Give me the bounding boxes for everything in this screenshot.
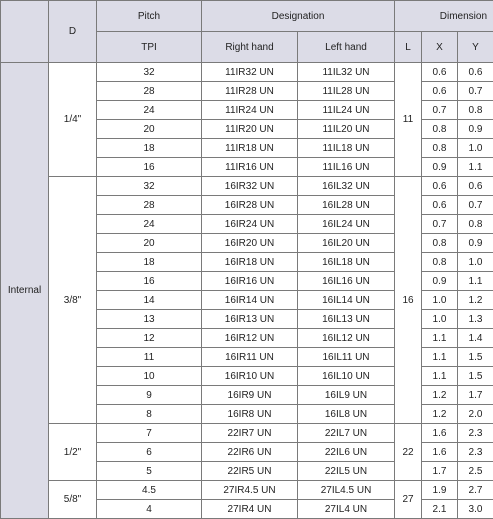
right-hand-cell: 22IR7 UN (202, 424, 298, 443)
x-cell: 0.7 (422, 101, 458, 120)
tpi-cell: 20 (97, 120, 202, 139)
right-hand-cell: 11IR32 UN (202, 63, 298, 82)
tpi-cell: 7 (97, 424, 202, 443)
diameter-cell: 3/8" (49, 177, 97, 424)
tpi-cell: 32 (97, 63, 202, 82)
x-cell: 0.8 (422, 234, 458, 253)
table-row (1, 481, 493, 500)
header-blank-corner (1, 1, 49, 63)
tpi-cell: 10 (97, 367, 202, 386)
diameter-cell: 1/4" (49, 63, 97, 177)
right-hand-cell: 16IR8 UN (202, 405, 298, 424)
y-cell: 2.3 (458, 443, 493, 462)
right-hand-cell: 16IR14 UN (202, 291, 298, 310)
y-cell: 0.9 (458, 234, 493, 253)
diameter-cell: 5/8" (49, 481, 97, 519)
left-hand-cell: 11IL16 UN (298, 158, 395, 177)
x-cell: 1.1 (422, 329, 458, 348)
y-cell: 1.2 (458, 291, 493, 310)
y-cell: 1.0 (458, 253, 493, 272)
left-hand-cell: 16IL18 UN (298, 253, 395, 272)
right-hand-cell: 16IR12 UN (202, 329, 298, 348)
left-hand-cell: 16IL28 UN (298, 196, 395, 215)
left-hand-cell: 16IL32 UN (298, 177, 395, 196)
left-hand-cell: 16IL24 UN (298, 215, 395, 234)
y-cell: 2.7 (458, 481, 493, 500)
x-cell: 1.7 (422, 462, 458, 481)
right-hand-cell: 16IR9 UN (202, 386, 298, 405)
length-cell: 16 (395, 177, 422, 424)
table-body (1, 63, 493, 519)
y-cell: 0.7 (458, 196, 493, 215)
left-hand-cell: 16IL14 UN (298, 291, 395, 310)
x-cell: 1.6 (422, 424, 458, 443)
left-hand-cell: 16IL13 UN (298, 310, 395, 329)
y-cell: 1.1 (458, 158, 493, 177)
table-row (1, 424, 493, 443)
tpi-cell: 5 (97, 462, 202, 481)
x-cell: 0.8 (422, 253, 458, 272)
x-cell: 1.0 (422, 291, 458, 310)
y-cell: 1.5 (458, 348, 493, 367)
y-cell: 1.5 (458, 367, 493, 386)
left-hand-cell: 11IL20 UN (298, 120, 395, 139)
x-cell: 0.6 (422, 196, 458, 215)
x-cell: 1.2 (422, 405, 458, 424)
y-cell: 1.1 (458, 272, 493, 291)
x-cell: 0.8 (422, 139, 458, 158)
x-cell: 0.6 (422, 63, 458, 82)
left-hand-cell: 11IL24 UN (298, 101, 395, 120)
category-cell: Internal (1, 63, 49, 519)
tpi-cell: 18 (97, 139, 202, 158)
tpi-cell: 4 (97, 500, 202, 519)
left-hand-cell: 11IL18 UN (298, 139, 395, 158)
tpi-cell: 11 (97, 348, 202, 367)
y-cell: 2.0 (458, 405, 493, 424)
y-cell: 0.6 (458, 63, 493, 82)
tpi-cell: 16 (97, 158, 202, 177)
header-designation: Designation (202, 1, 395, 32)
tpi-cell: 13 (97, 310, 202, 329)
x-cell: 1.6 (422, 443, 458, 462)
diameter-cell: 1/2" (49, 424, 97, 481)
left-hand-cell: 16IL9 UN (298, 386, 395, 405)
right-hand-cell: 16IR18 UN (202, 253, 298, 272)
tpi-cell: 8 (97, 405, 202, 424)
x-cell: 1.1 (422, 348, 458, 367)
tpi-cell: 16 (97, 272, 202, 291)
x-cell: 1.2 (422, 386, 458, 405)
tpi-cell: 12 (97, 329, 202, 348)
x-cell: 1.1 (422, 367, 458, 386)
y-cell: 1.4 (458, 329, 493, 348)
y-cell: 1.0 (458, 139, 493, 158)
left-hand-cell: 16IL11 UN (298, 348, 395, 367)
header-pitch: Pitch (97, 1, 202, 32)
y-cell: 0.6 (458, 177, 493, 196)
tpi-cell: 9 (97, 386, 202, 405)
y-cell: 0.8 (458, 215, 493, 234)
header-d: D (49, 1, 97, 63)
table-row (1, 63, 493, 82)
table-row (1, 177, 493, 196)
right-hand-cell: 27IR4.5 UN (202, 481, 298, 500)
right-hand-cell: 16IR11 UN (202, 348, 298, 367)
tpi-cell: 20 (97, 234, 202, 253)
right-hand-cell: 11IR28 UN (202, 82, 298, 101)
length-cell: 27 (395, 481, 422, 519)
tpi-cell: 18 (97, 253, 202, 272)
tpi-cell: 24 (97, 215, 202, 234)
length-cell: 22 (395, 424, 422, 481)
right-hand-cell: 16IR32 UN (202, 177, 298, 196)
left-hand-cell: 27IL4.5 UN (298, 481, 395, 500)
header-left-hand: Left hand (298, 32, 395, 63)
right-hand-cell: 16IR28 UN (202, 196, 298, 215)
x-cell: 0.9 (422, 272, 458, 291)
left-hand-cell: 22IL6 UN (298, 443, 395, 462)
right-hand-cell: 11IR24 UN (202, 101, 298, 120)
x-cell: 0.9 (422, 158, 458, 177)
tpi-cell: 14 (97, 291, 202, 310)
y-cell: 2.5 (458, 462, 493, 481)
header-l: L (395, 32, 422, 63)
tpi-cell: 28 (97, 82, 202, 101)
tpi-cell: 28 (97, 196, 202, 215)
y-cell: 1.7 (458, 386, 493, 405)
left-hand-cell: 16IL8 UN (298, 405, 395, 424)
right-hand-cell: 11IR16 UN (202, 158, 298, 177)
header-tpi: TPI (97, 32, 202, 63)
tpi-cell: 6 (97, 443, 202, 462)
tpi-cell: 4.5 (97, 481, 202, 500)
right-hand-cell: 16IR24 UN (202, 215, 298, 234)
y-cell: 0.9 (458, 120, 493, 139)
y-cell: 2.3 (458, 424, 493, 443)
left-hand-cell: 22IL5 UN (298, 462, 395, 481)
right-hand-cell: 11IR20 UN (202, 120, 298, 139)
y-cell: 0.7 (458, 82, 493, 101)
right-hand-cell: 27IR4 UN (202, 500, 298, 519)
y-cell: 0.8 (458, 101, 493, 120)
x-cell: 0.6 (422, 82, 458, 101)
right-hand-cell: 22IR6 UN (202, 443, 298, 462)
left-hand-cell: 27IL4 UN (298, 500, 395, 519)
x-cell: 2.1 (422, 500, 458, 519)
y-cell: 1.3 (458, 310, 493, 329)
right-hand-cell: 11IR18 UN (202, 139, 298, 158)
right-hand-cell: 22IR5 UN (202, 462, 298, 481)
y-cell: 3.0 (458, 500, 493, 519)
left-hand-cell: 11IL32 UN (298, 63, 395, 82)
left-hand-cell: 16IL20 UN (298, 234, 395, 253)
header-y: Y (458, 32, 493, 63)
left-hand-cell: 16IL10 UN (298, 367, 395, 386)
x-cell: 0.7 (422, 215, 458, 234)
right-hand-cell: 16IR16 UN (202, 272, 298, 291)
header-right-hand: Right hand (202, 32, 298, 63)
left-hand-cell: 11IL28 UN (298, 82, 395, 101)
right-hand-cell: 16IR10 UN (202, 367, 298, 386)
x-cell: 0.6 (422, 177, 458, 196)
left-hand-cell: 22IL7 UN (298, 424, 395, 443)
tpi-cell: 32 (97, 177, 202, 196)
right-hand-cell: 16IR13 UN (202, 310, 298, 329)
x-cell: 0.8 (422, 120, 458, 139)
left-hand-cell: 16IL16 UN (298, 272, 395, 291)
right-hand-cell: 16IR20 UN (202, 234, 298, 253)
left-hand-cell: 16IL12 UN (298, 329, 395, 348)
header-x: X (422, 32, 458, 63)
x-cell: 1.9 (422, 481, 458, 500)
length-cell: 11 (395, 63, 422, 177)
tpi-cell: 24 (97, 101, 202, 120)
x-cell: 1.0 (422, 310, 458, 329)
header-dimension: Dimension (395, 1, 493, 32)
